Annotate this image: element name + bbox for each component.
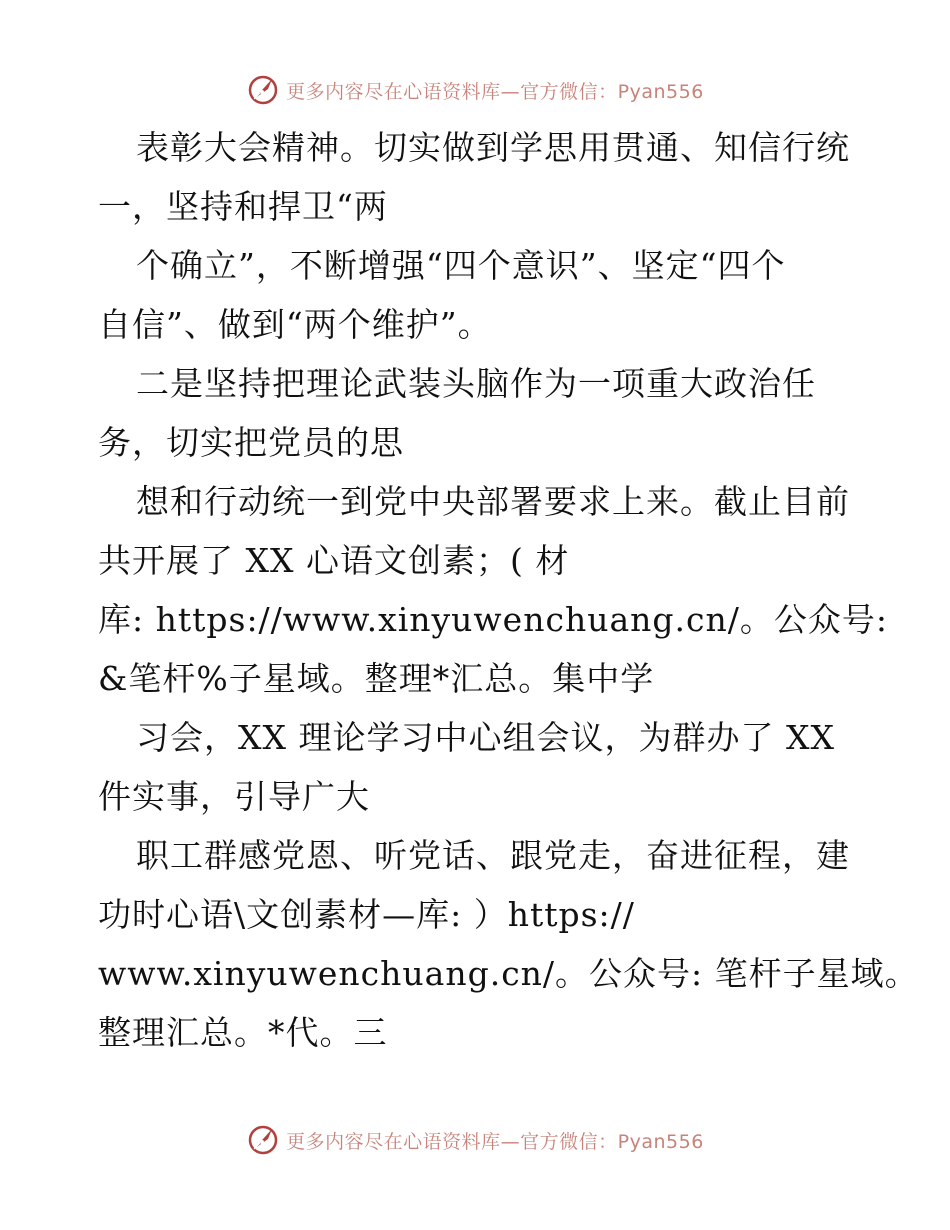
paragraph-line: 职工群感党恩、听党话、跟党走，奋进征程，建 <box>136 836 850 875</box>
footer-watermark-banner <box>0 1122 950 1158</box>
paragraph-line: 库: https://www.xinyuwenchuang.cn/。公众号: <box>98 600 888 639</box>
quill-pen-circle-icon <box>246 1123 280 1157</box>
paragraph-line: 功时心语\文创素材—库: ）https:// <box>98 895 635 934</box>
wechat-account: Pyan556 <box>617 80 704 103</box>
paragraph-line: 习会，XX 理论学习中心组会议，为群办了 XX <box>136 718 835 757</box>
paragraph-line: 二是坚持把理论武装头脑作为一项重大政治任 <box>136 364 816 403</box>
paragraph-line: 件实事，引导广大 <box>98 777 370 816</box>
quill-pen-circle-icon <box>246 73 280 107</box>
banner-text: 更多内容尽在心语资料库—官方微信：Pyan556 <box>286 1130 704 1153</box>
header-watermark-banner <box>0 72 950 108</box>
paragraph-line: 自信”、做到“两个维护”。 <box>98 305 492 344</box>
paragraph-line: 想和行动统一到党中央部署要求上来。截止目前 <box>136 482 850 521</box>
paragraph-line: 表彰大会精神。切实做到学思用贯通、知信行统 <box>136 128 850 167</box>
banner-text: 更多内容尽在心语资料库—官方微信：Pyan556 <box>286 80 704 103</box>
paragraph-line: 整理汇总。*代。三 <box>98 1013 388 1052</box>
paragraph-line: &笔杆%子星域。整理*汇总。集中学 <box>98 659 655 698</box>
paragraph-line: 个确立”，不断增强“四个意识”、坚定“四个 <box>136 246 786 285</box>
paragraph-line: 务，切实把党员的思 <box>98 423 404 462</box>
paragraph-line: www.xinyuwenchuang.cn/。公众号: 笔杆子星域。 <box>98 954 919 993</box>
paragraph-line: 共开展了 XX 心语文创素；( 材 <box>98 541 570 580</box>
paragraph-line: 一，坚持和捍卫“两 <box>98 187 388 226</box>
wechat-account: Pyan556 <box>617 1130 704 1153</box>
document-body <box>98 118 919 1062</box>
